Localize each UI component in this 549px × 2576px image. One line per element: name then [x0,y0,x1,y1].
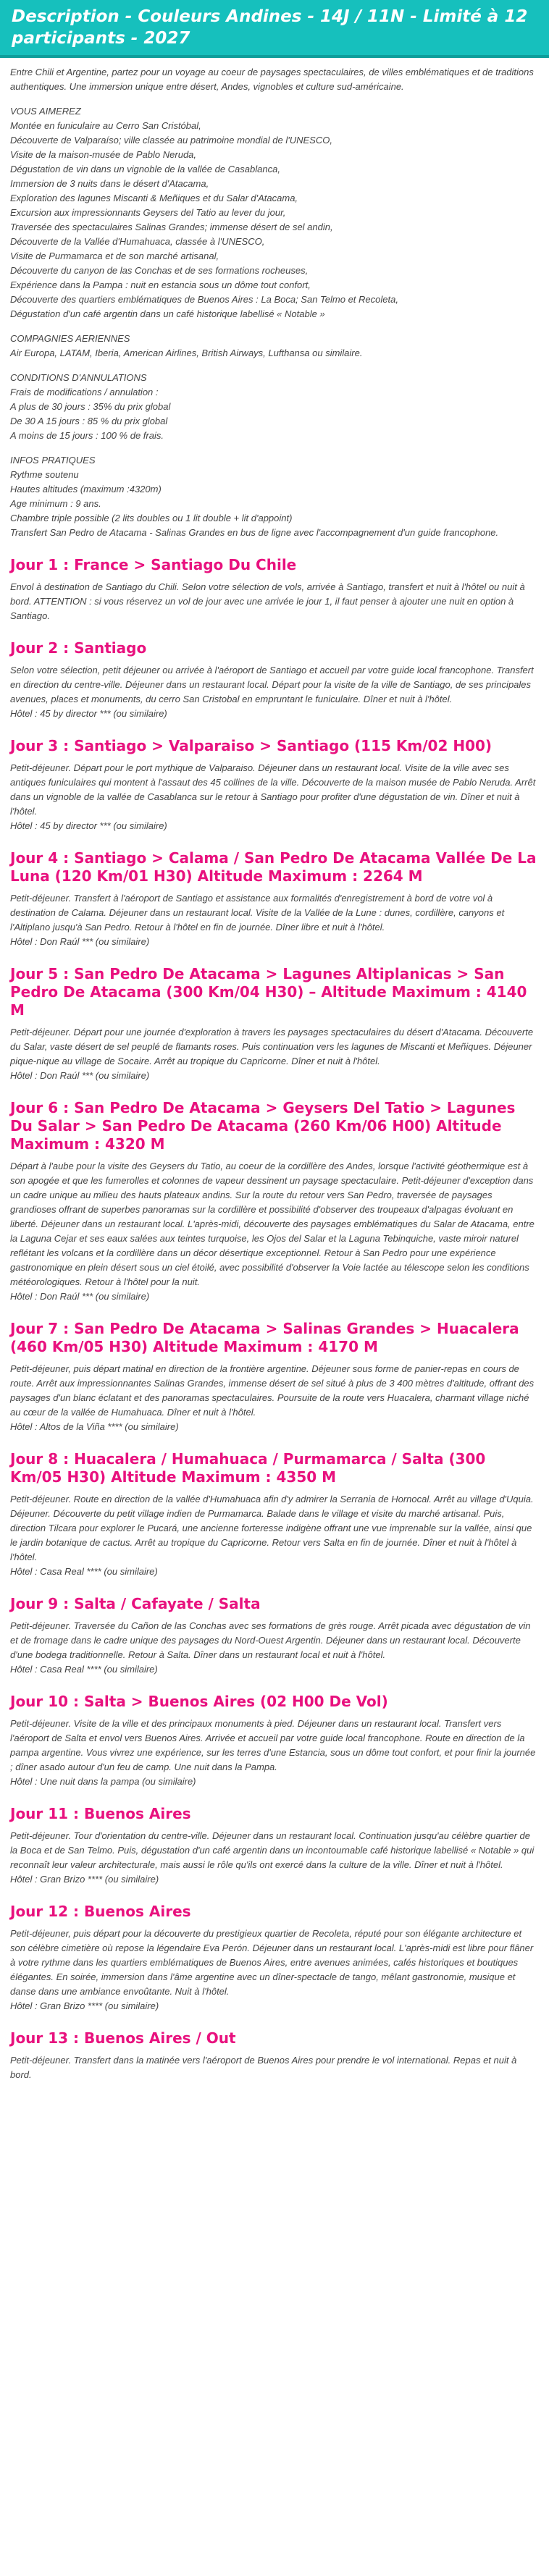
cancellation-title: CONDITIONS D'ANNULATIONS [10,372,147,383]
itinerary [10,556,539,2082]
day-description: Petit-déjeuner. Départ pour le port mythique de Valparaiso. Déjeuner dans un restaurant local. Visite de la ville avec ses antiques funiculaires qui montent à l'assaut des 45 collines de la ville. Découverte de la maison musée de Pablo Neruda. Arrêt dans un vignoble de la vallée de Casablanca sur le retour à Santiago pour profiter d'une dégustation de vin. Dîner et nuit à l'hôtel. [10,762,536,817]
practical-list [10,468,539,540]
cancellation-item: A plus de 30 jours : 35% du prix global [10,401,171,412]
highlights-item: Exploration des lagunes Miscanti & Meñiques et du Salar d'Atacama, [10,193,298,203]
cancellation-item: Frais de modifications / annulation : [10,387,159,397]
day-title: Jour 7 : San Pedro De Atacama > Salinas Grandes > Huacalera (460 Km/05 H30) Altitude Maximum : 4170 M [10,1320,519,1355]
highlights-item: Montée en funiculaire au Cerro San Cristóbal, [10,120,201,131]
day-description: Départ à l'aube pour la visite des Geysers du Tatio, au coeur de la cordillère des Andes, lorsque l'activité géothermique est à son apogée et que les fumerolles et colonnes de vapeur dessinent un paysage spectaculaire. Petit-déjeuner d'exception dans un cadre unique au milieu des hauts plateaux andins. Sur la route du retour vers San Pedro, traversée de paysages grandioses offrant de superbes panoramas sur la cordillère et possibilité d'observer des troupeaux d'alpagas évoluant en liberté. Déjeuner dans un restaurant local. L'après-midi, découverte des paysages emblématiques du Salar de Atacama, entre la Laguna Cejar et ses eaux salées aux teintes turquoise, les Ojos del Salar et la Laguna Tebinquiche, vaste miroir naturel reflétant les volcans et la cordillère dans un décor désertique exceptionnel. Retour à San Pedro pour une expérience gastronomique en plein désert sous un ciel étoilé, avec possibilité d'observer la Voie lactée au télescope selon les conditions météorologiques. Retour à l'hôtel pour la nuit. [10,1161,535,1287]
cancellation-section [10,371,539,443]
day-title: Jour 8 : Huacalera / Humahuaca / Purmamarca / Salta (300 Km/05 H30) Altitude Maximum : 4350 M [10,1450,486,1486]
highlights-item: Traversée des spectaculaires Salinas Grandes; immense désert de sel andin, [10,222,333,232]
day-hotel: Hôtel : Don Raúl *** (ou similaire) [10,1070,150,1081]
highlights-section [10,104,539,321]
day-section [10,1693,539,1789]
highlights-item: Visite de la maison-musée de Pablo Neruda, [10,149,197,160]
day-description: Petit-déjeuner. Transfert à l'aéroport de Santiago et assistance aux formalités d'enregistrement à bord de votre vol à destination de Calama. Déjeuner dans un restaurant local. Visite de la Vallée de la Lune : dunes, cordillère, canyons et l'Altiplano jusqu'à San Pedro. Retour à l'hôtel en fin de journée. Dîner libre et nuit à l'hôtel. [10,893,505,933]
day-description: Envol à destination de Santiago du Chili. Selon votre sélection de vols, arrivée à Santiago, transfert et nuit à l'hôtel ou nuit à bord. ATTENTION : si vous réservez un vol de jour avec une arrivée le jour 1, il faut penser à ajouter une nuit en option à Santiago. [10,581,525,621]
highlights-list [10,119,539,321]
day-title: Jour 9 : Salta / Cafayate / Salta [10,1595,261,1612]
highlights-item: Découverte de Valparaíso; ville classée au patrimoine mondial de l'UNESCO, [10,135,332,146]
highlights-item: Dégustation d'un café argentin dans un café historique labellisé « Notable » [10,308,325,319]
day-section [10,1320,539,1434]
day-hotel: Hôtel : Don Raúl *** (ou similaire) [10,1291,150,1302]
cancellation-list [10,385,539,443]
highlights-item: Dégustation de vin dans un vignoble de la vallée de Casablanca, [10,164,280,174]
practical-section [10,453,539,540]
page-title: Description - Couleurs Andines - 14J / 11N - Limité à 12 participants - 2027 [12,7,528,48]
day-hotel: Hôtel : Altos de la Viña **** (ou similaire) [10,1421,179,1432]
day-description: Petit-déjeuner, puis départ matinal en direction de la frontière argentine. Déjeuner sous forme de panier-repas en cours de route. Arrêt aux impressionnantes Salinas Grandes, immense désert de sel situé à plus de 3 400 mètres d'altitude, offrant des paysages d'un blanc éclatant et des panoramas spectaculaires. Poursuite de la route vers Huacalera, charmant village niché au cœur de la vallée de Humahuaca. Dîner et nuit à l'hôtel. [10,1363,535,1418]
day-section [10,849,539,949]
highlights-item: Visite de Purmamarca et de son marché artisanal, [10,251,219,261]
day-description: Petit-déjeuner. Route en direction de la vallée d'Humahuaca afin d'y admirer la Serrania de Hornocal. Arrêt au village d'Uquia. Déjeuner. Découverte du petit village indien de Purmamarca. Balade dans le village et visite du marché artisanal. Puis, direction Tilcara pour explorer le Pucará, une ancienne forteresse indigène offrant une vue imprenable sur la vallée, ainsi que le jardin botanique de cactus. Arrêt au tropique du Capricorne. Retour vers Salta en fin de journée. Dîner et nuit à l'hôtel à l'hôtel. [10,1494,534,1562]
day-section [10,1099,539,1304]
day-section [10,2029,539,2082]
day-title: Jour 13 : Buenos Aires / Out [10,2029,236,2047]
airlines-text: Air Europa, LATAM, Iberia, American Airlines, British Airways, Lufthansa ou similaire. [10,348,363,358]
day-title: Jour 1 : France > Santiago Du Chile [10,556,297,573]
day-description: Petit-déjeuner. Transfert dans la matinée vers l'aéroport de Buenos Aires pour prendre le vol international. Repas et nuit à bord. [10,2055,517,2080]
intro-text: Entre Chili et Argentine, partez pour un voyage au coeur de paysages spectaculaires, de villes emblématiques et de traditions authentiques. Une immersion unique entre désert, Andes, vignobles et culture sud-américaine. [10,67,534,92]
day-description: Selon votre sélection, petit déjeuner ou arrivée à l'aéroport de Santiago et accueil par votre guide local francophone. Transfert en direction du centre-ville. Déjeuner dans un restaurant local. Départ pour la visite de la ville de Santiago, de ses principales avenues, places et monuments, du cerro San Cristobal en empruntant le funiculaire. Dîner et nuit à l'hôtel. [10,665,534,704]
day-title: Jour 2 : Santiago [10,639,147,657]
practical-item: Rythme soutenu [10,469,79,480]
practical-item: Transfert San Pedro de Atacama - Salinas Grandes en bus de ligne avec l'accompagnement d'un guide francophone. [10,527,499,538]
day-hotel: Hôtel : Casa Real **** (ou similaire) [10,1566,158,1577]
highlights-item: Expérience dans la Pampa : nuit en estancia sous un dôme tout confort, [10,279,311,290]
day-title: Jour 3 : Santiago > Valparaiso > Santiago (115 Km/02 H00) [10,737,493,754]
page-title-banner [0,0,549,58]
day-description: Petit-déjeuner. Traversée du Cañon de las Conchas avec ses formations de grès rouge. Arrêt picada avec dégustation de vin et de fromage dans le cadre unique des paysages du Nord-Ouest Argentin. Déjeuner dans un restaurant local. Découverte d'une bodega traditionnelle. Retour à Salta. Dîner dans un restaurant local et nuit à l'hôtel. [10,1620,531,1660]
day-section [10,965,539,1083]
cancellation-item: A moins de 15 jours : 100 % de frais. [10,430,164,441]
practical-title: INFOS PRATIQUES [10,455,96,466]
practical-item: Age minimum : 9 ans. [10,498,101,509]
day-hotel: Hôtel : Une nuit dans la pampa (ou similaire) [10,1776,196,1787]
day-section [10,1450,539,1579]
day-title: Jour 5 : San Pedro De Atacama > Lagunes Altiplanicas > San Pedro De Atacama (300 Km/04 H30) – Altitude Maximum : 4140 M [10,965,527,1019]
day-section [10,737,539,833]
day-title: Jour 12 : Buenos Aires [10,1903,191,1920]
day-section [10,639,539,721]
day-title: Jour 11 : Buenos Aires [10,1805,191,1822]
airlines-section [10,332,539,361]
day-hotel: Hôtel : Gran Brizo **** (ou similaire) [10,2000,159,2011]
highlights-item: Immersion de 3 nuits dans le désert d'Atacama, [10,178,209,189]
day-hotel: Hôtel : Gran Brizo **** (ou similaire) [10,1874,159,1885]
day-description: Petit-déjeuner. Tour d'orientation du centre-ville. Déjeuner dans un restaurant local. Continuation jusqu'au célèbre quartier de la Boca et de San Telmo. Puis, dégustation d'un café argentin dans un incontournable café historique labellisé « Notable » qui reconnaît leur valeur architecturale, mais aussi le rôle qu'ils ont exercé dans la culture de la ville. Dîner et nuit à l'hôtel. [10,1830,535,1870]
practical-item: Hautes altitudes (maximum :4320m) [10,484,162,494]
airlines-title: COMPAGNIES AERIENNES [10,333,130,344]
highlights-title: VOUS AIMEREZ [10,106,81,117]
highlights-item: Découverte des quartiers emblématiques de Buenos Aires : La Boca; San Telmo et Recoleta, [10,294,398,305]
cancellation-item: De 30 A 15 jours : 85 % du prix global [10,416,168,426]
day-section [10,1595,539,1677]
day-title: Jour 10 : Salta > Buenos Aires (02 H00 De Vol) [10,1693,388,1710]
practical-item: Chambre triple possible (2 lits doubles ou 1 lit double + lit d'appoint) [10,513,293,523]
day-title: Jour 4 : Santiago > Calama / San Pedro De Atacama Vallée De La Luna (120 Km/01 H30) Altitude Maximum : 2264 M [10,849,537,885]
day-section [10,1805,539,1887]
highlights-item: Excursion aux impressionnants Geysers del Tatio au lever du jour, [10,207,286,218]
highlights-item: Découverte de la Vallée d'Humahuaca, classée à l'UNESCO, [10,236,265,247]
day-description: Petit-déjeuner, puis départ pour la découverte du prestigieux quartier de Recoleta, réputé pour son élégante architecture et son célèbre cimetière où repose la légendaire Eva Perón. Déjeuner dans un restaurant local. L'après-midi est libre pour flâner à votre rythme dans les quartiers emblématiques de Buenos Aires, entre avenues animées, cafés historiques et boutiques élégantes. En soirée, immersion dans l'âme argentine avec un dîner-spectacle de tango, mêlant gastronomie, musique et danse dans une ambiance envoûtante. Nuit à l'hôtel. [10,1928,534,1997]
day-hotel: Hôtel : Don Raúl *** (ou similaire) [10,936,150,947]
day-section [10,556,539,623]
day-hotel: Hôtel : Casa Real **** (ou similaire) [10,1664,158,1675]
day-section [10,1903,539,2013]
day-description: Petit-déjeuner. Départ pour une journée d'exploration à travers les paysages spectaculaires du désert d'Atacama. Découverte du Salar, vaste désert de sel peuplé de flamants roses. Puis continuation vers les lagunes de Miscanti et Meñiques. Déjeuner pique-nique au village de Socaire. Arrêt au tropique du Capricorne. Dîner et nuit à l'hôtel. [10,1027,534,1066]
day-hotel: Hôtel : 45 by director *** (ou similaire) [10,708,167,719]
highlights-item: Découverte du canyon de las Conchas et de ses formations rocheuses, [10,265,309,276]
day-description: Petit-déjeuner. Visite de la ville et des principaux monuments à pied. Déjeuner dans un restaurant local. Transfert vers l'aéroport de Salta et envol vers Buenos Aires. Arrivée et accueil par votre guide local francophone. Route en direction de la pampa argentine. Vous vivrez une expérience, sur les terres d'une Estancia, sous un dôme tout confort, et pour finir la journée ; dîner asado autour d'un feu de camp. Une nuit dans la Pampa. [10,1718,536,1772]
day-hotel: Hôtel : 45 by director *** (ou similaire) [10,820,167,831]
day-title: Jour 6 : San Pedro De Atacama > Geysers Del Tatio > Lagunes Du Salar > San Pedro De Atacama (260 Km/06 H00) Altitude Maximum : 4320 M [10,1099,516,1153]
